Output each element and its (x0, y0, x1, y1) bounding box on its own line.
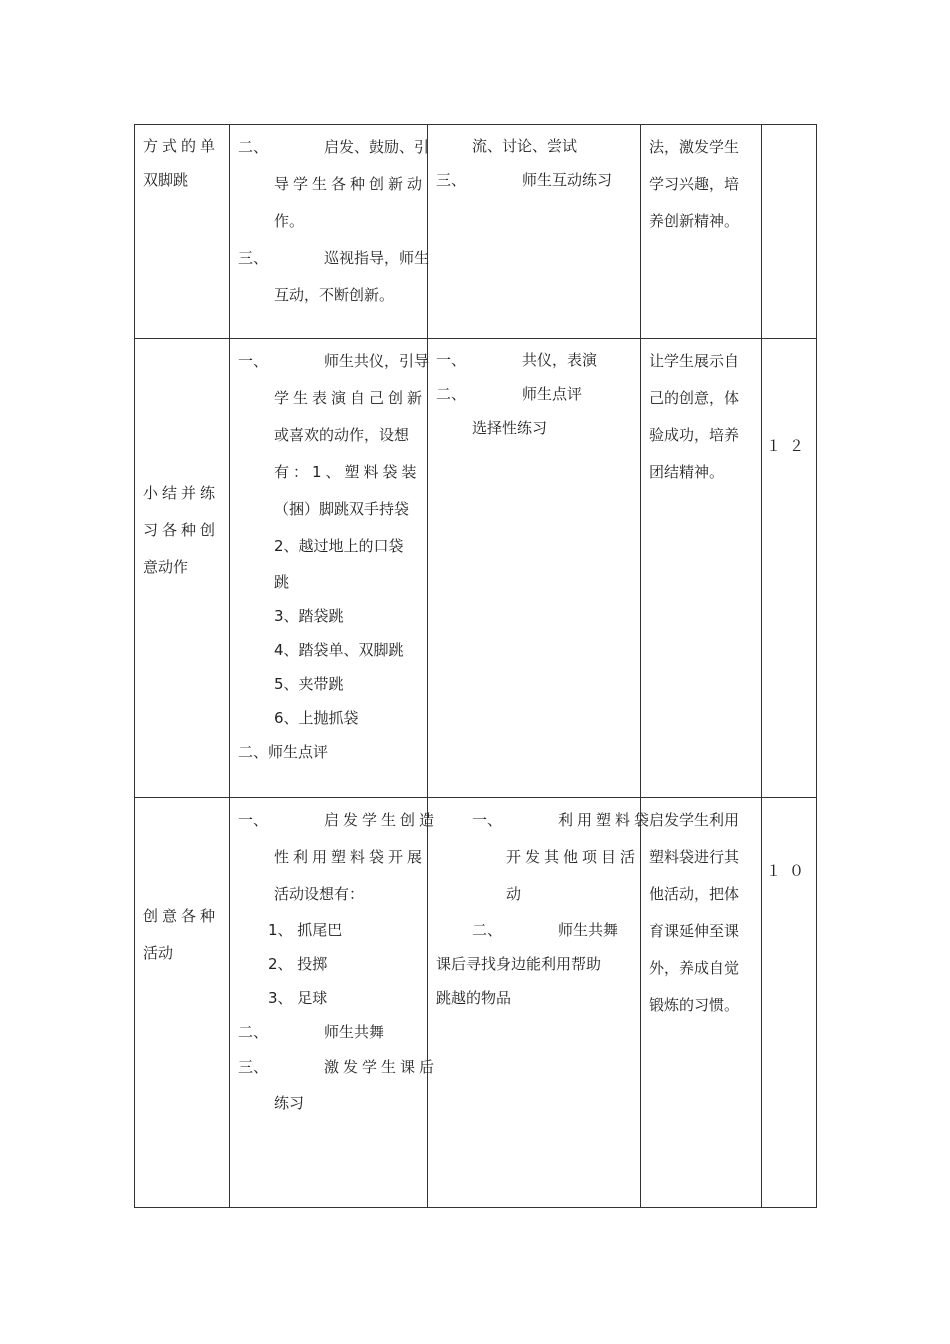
table-row (135, 125, 817, 339)
cell-text: 习各种创 (143, 521, 220, 539)
list-item: （捆）脚跳双手持袋 (274, 500, 410, 518)
cell-text: 外，养成自觉 (649, 959, 740, 977)
list-marker: 一、 (436, 351, 467, 369)
cell-text: 方式的单 (143, 137, 220, 155)
list-marker: 二、 (436, 385, 467, 403)
list-text: 师生共舞 (558, 921, 619, 939)
table-row (135, 339, 817, 798)
time-cell (762, 125, 817, 339)
list-item: 3、踏袋跳 (274, 607, 344, 625)
cell-text: 学习兴趣，培 (649, 175, 740, 193)
list-text: 启发、鼓励、引 (324, 138, 430, 156)
teacher-activity-cell (230, 798, 439, 1208)
student-activity-cell (428, 125, 641, 339)
list-item: 跳 (274, 573, 290, 591)
list-text: 激发学生课后 (324, 1058, 439, 1076)
intent-cell (641, 125, 762, 339)
list-item (436, 802, 654, 839)
list-item (238, 129, 430, 166)
cell-text: 塑料袋进行其 (649, 848, 740, 866)
list-item: 开发其他项目活 (506, 848, 640, 866)
teacher-activity-cell (230, 339, 428, 798)
list-text: 利用塑料袋 (558, 811, 654, 829)
intent-cell (641, 798, 762, 1208)
time-cell (762, 339, 817, 798)
table-row (135, 798, 817, 1208)
list-item: 1、 抓尾巴 (268, 921, 343, 939)
list-item: 课后寻找身边能利用帮助 (436, 955, 602, 973)
list-text: 启发学生创造 (324, 811, 439, 829)
list-marker: 三、 (238, 249, 269, 267)
list-text: 巡视指导，师生 (324, 249, 430, 267)
cell-text: 双脚跳 (143, 171, 189, 189)
list-item: 跳越的物品 (436, 989, 512, 1007)
time-value (762, 125, 816, 221)
list-item: 作。 (274, 212, 305, 230)
list-item (238, 802, 439, 839)
list-item: 互动，不断创新。 (274, 286, 395, 304)
intent-cell (641, 339, 762, 798)
list-item: 选择性练习 (472, 419, 548, 437)
list-item: 练习 (274, 1094, 305, 1112)
cell-text: 他活动，把体 (649, 885, 740, 903)
list-item (436, 163, 632, 197)
list-text: 师生共仪，引导 (324, 352, 430, 370)
list-item: 有：1、塑料袋装 (274, 463, 421, 481)
list-item (238, 1049, 439, 1086)
time-value: １２ (765, 437, 812, 455)
list-marker: 三、 (436, 171, 467, 189)
list-item (436, 913, 632, 947)
list-item (436, 377, 632, 411)
list-item: 或喜欢的动作，设想 (274, 426, 410, 444)
list-item: 2、越过地上的口袋 (274, 537, 404, 555)
time-value: １０ (765, 862, 812, 880)
cell-text: 验成功，培养 (649, 426, 740, 444)
cell-text: 活动 (143, 944, 174, 962)
list-item: 5、夹带跳 (274, 675, 344, 693)
list-item: 3、 足球 (268, 989, 328, 1007)
list-marker: 二、 (238, 138, 269, 156)
list-item (436, 343, 632, 377)
cell-text: 养创新精神。 (649, 212, 740, 230)
list-text: 共仪，表演 (522, 351, 598, 369)
list-item (238, 240, 430, 277)
cell-text: 意动作 (143, 558, 189, 576)
section-name-cell (135, 339, 230, 798)
list-item: 流、讨论、尝试 (472, 137, 578, 155)
cell-text: 团结精神。 (649, 463, 725, 481)
list-text: 师生点评 (522, 385, 583, 403)
list-marker: 二、 (472, 921, 503, 939)
list-item: 6、上抛抓袋 (274, 709, 359, 727)
cell-text: 己的创意，体 (649, 389, 740, 407)
time-cell (762, 798, 817, 1208)
section-name-cell (135, 798, 230, 1208)
list-marker: 一、 (238, 352, 269, 370)
cell-text: 法，激发学生 (649, 138, 740, 156)
cell-text: 让学生展示自 (649, 352, 740, 370)
cell-text: 锻炼的习惯。 (649, 996, 740, 1014)
list-item: 4、踏袋单、双脚跳 (274, 641, 404, 659)
student-activity-cell (428, 798, 654, 1208)
list-marker: 一、 (238, 811, 269, 829)
list-marker: 三、 (238, 1058, 269, 1076)
list-item: 学生表演自己创新 (274, 389, 427, 407)
list-text: 师生共舞 (324, 1023, 385, 1041)
cell-text: 小结并练 (143, 484, 220, 502)
list-item: 2、 投掷 (268, 955, 328, 973)
lesson-plan-table (134, 124, 817, 1208)
student-activity-cell (428, 339, 641, 798)
list-item: 导学生各种创新动 (274, 175, 427, 193)
cell-text: 启发学生利用 (649, 811, 740, 829)
list-text: 师生互动练习 (522, 171, 613, 189)
cell-text: 育课延伸至课 (649, 922, 740, 940)
teacher-activity-cell (230, 125, 428, 339)
list-item: 活动设想有： (274, 885, 365, 903)
list-item: 动 (506, 885, 522, 903)
cell-text: 创意各种 (143, 907, 220, 925)
section-name-cell (135, 125, 230, 339)
list-marker: 二、 (238, 1023, 269, 1041)
list-item: 性利用塑料袋开展 (274, 848, 427, 866)
list-marker: 一、 (472, 811, 503, 829)
list-item (238, 1015, 419, 1049)
list-item: 二、师生点评 (238, 743, 329, 761)
list-item (238, 343, 430, 380)
